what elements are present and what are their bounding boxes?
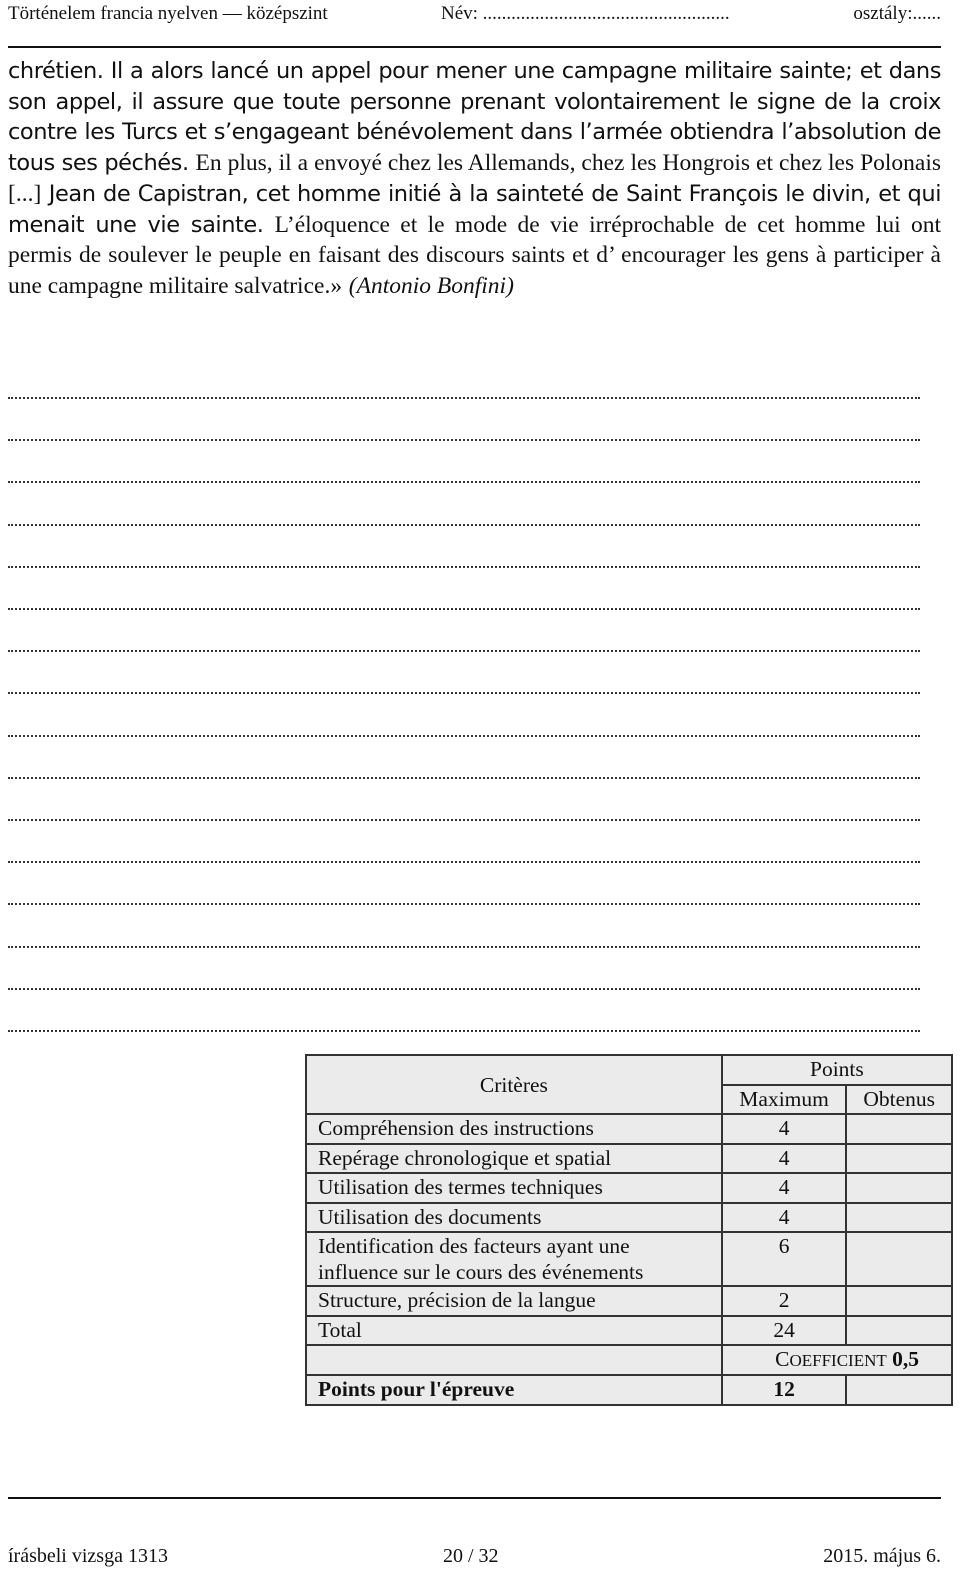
total-label: Total bbox=[306, 1316, 722, 1346]
answer-line[interactable] bbox=[8, 1030, 920, 1032]
exam-title: Történelem francia nyelven — középszint bbox=[8, 3, 328, 24]
criteria-label: Repérage chronologique et spatial bbox=[306, 1144, 722, 1174]
answer-line[interactable] bbox=[8, 777, 920, 779]
criteria-row bbox=[306, 1203, 952, 1233]
passage-text-2: En plus, il a envoyé chez les Allemands, chez les Hongrois et chez les Polonais [...] bbox=[8, 150, 942, 207]
answer-line[interactable] bbox=[8, 481, 920, 483]
criteria-max: 6 bbox=[722, 1232, 847, 1286]
criteria-row bbox=[306, 1144, 952, 1174]
exam-code: írásbeli vizsga 1313 bbox=[8, 1545, 168, 1567]
points-header: Points bbox=[722, 1055, 952, 1085]
criteria-obtained-cell[interactable] bbox=[846, 1144, 952, 1174]
final-obtained-cell[interactable] bbox=[846, 1375, 952, 1405]
criteria-row bbox=[306, 1114, 952, 1144]
passage-text-4: L’éloquence et le mode de vie irréprochable de cet homme lui ont permis de soulever le peuple en faisant des discours saints et d’ encourager les gens à participer à une campagne militaire salvatrice.» bbox=[8, 211, 941, 299]
passage-text-1: chrétien. Il a alors lancé un appel pour mener une campagne militaire sainte; et dans son appel, il assure que toute personne prenant volontairement le signe de la croix contre les Turcs et s’engageant bénévolement dans l’armée obtiendra l’absolution de tous ses péchés. bbox=[8, 58, 941, 177]
criteria-max: 4 bbox=[722, 1144, 847, 1174]
final-points-label: Points pour l'épreuve bbox=[306, 1375, 722, 1405]
criteria-label: Identification des facteurs ayant une influence sur le cours des événements bbox=[306, 1232, 722, 1286]
page-number: 20 / 32 bbox=[443, 1545, 499, 1567]
answer-line[interactable] bbox=[8, 439, 920, 441]
criteria-row bbox=[306, 1286, 952, 1316]
total-value: 24 bbox=[722, 1316, 847, 1346]
answer-line[interactable] bbox=[8, 566, 920, 568]
answer-line[interactable] bbox=[8, 903, 920, 905]
coefficient-value: 0,5 bbox=[892, 1347, 919, 1371]
answer-line[interactable] bbox=[8, 819, 920, 821]
source-passage bbox=[8, 56, 941, 302]
obtained-header: Obtenus bbox=[846, 1085, 952, 1115]
maximum-header: Maximum bbox=[722, 1085, 847, 1115]
criteria-row bbox=[306, 1173, 952, 1203]
criteria-max: 4 bbox=[722, 1114, 847, 1144]
criteria-label: Structure, précision de la langue bbox=[306, 1286, 722, 1316]
criteria-obtained-cell[interactable] bbox=[846, 1114, 952, 1144]
exam-date: 2015. május 6. bbox=[823, 1545, 941, 1567]
page-header bbox=[8, 0, 941, 48]
name-field: Név: .................................................... bbox=[441, 3, 730, 24]
answer-line[interactable] bbox=[8, 692, 920, 694]
criteria-obtained-cell[interactable] bbox=[846, 1232, 952, 1286]
criteria-max: 2 bbox=[722, 1286, 847, 1316]
criteria-label: Utilisation des documents bbox=[306, 1203, 722, 1233]
answer-line[interactable] bbox=[8, 735, 920, 737]
answer-line[interactable] bbox=[8, 608, 920, 610]
answer-line[interactable] bbox=[8, 650, 920, 652]
criteria-obtained-cell[interactable] bbox=[846, 1173, 952, 1203]
passage-author: (Antonio Bonfini) bbox=[348, 272, 514, 299]
answer-line[interactable] bbox=[8, 524, 920, 526]
final-points-value: 12 bbox=[722, 1375, 847, 1405]
grading-table bbox=[305, 1054, 953, 1406]
class-field: osztály:...... bbox=[853, 3, 941, 24]
criteria-max: 4 bbox=[722, 1173, 847, 1203]
coefficient-empty-cell bbox=[306, 1345, 722, 1375]
criteria-header: Critères bbox=[306, 1055, 722, 1114]
criteria-label: Compréhension des instructions bbox=[306, 1114, 722, 1144]
passage-text-3: Jean de Capistran, cet homme initié à la sainteté de Saint François le divin, et qui menait une vie sainte. bbox=[8, 180, 941, 238]
criteria-label: Utilisation des termes techniques bbox=[306, 1173, 722, 1203]
answer-line[interactable] bbox=[8, 861, 920, 863]
criteria-obtained-cell[interactable] bbox=[846, 1286, 952, 1316]
answer-line[interactable] bbox=[8, 397, 920, 399]
criteria-obtained-cell[interactable] bbox=[846, 1203, 952, 1233]
answer-line[interactable] bbox=[8, 946, 920, 948]
page-footer bbox=[8, 1497, 941, 1577]
criteria-row bbox=[306, 1232, 952, 1286]
total-obtained-cell[interactable] bbox=[846, 1316, 952, 1346]
answer-line[interactable] bbox=[8, 988, 920, 990]
criteria-max: 4 bbox=[722, 1203, 847, 1233]
coefficient-cell: COEFFICIENT 0,5 bbox=[722, 1345, 952, 1375]
